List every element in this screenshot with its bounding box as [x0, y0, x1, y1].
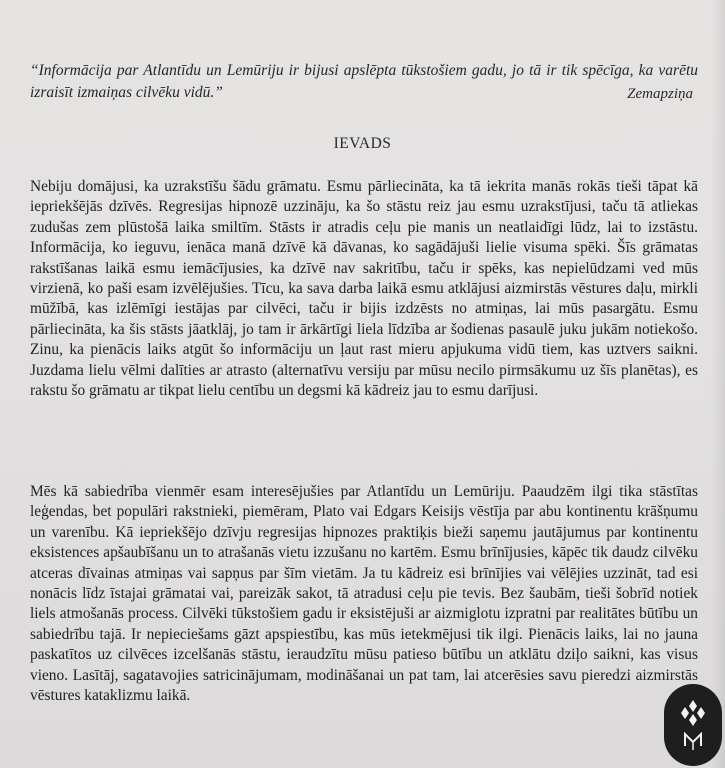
epigraph-source: Zemapziņa — [627, 86, 693, 102]
publisher-logo — [664, 684, 722, 766]
page-edge-shadow — [711, 0, 725, 768]
chapter-title: IEVADS — [333, 135, 392, 152]
epigraph-quote: “Informācija par Atlantīdu un Lemūriju ir bijusi apslēpta tūkstošiem gadu, jo tā ir tik spēcīga, ka varētu izraisīt izmaiņas cilvēku vidū.” — [30, 62, 698, 101]
paragraph-second: Mēs kā sabiedrība vienmēr esam interesējušies par Atlantīdu un Lemūriju. Paaudzēm ilgi tika stāstītas leģendas, bet populāri rakstnieki, piemēram, Plato vai Edgars Keisijs vēstīja par abu kontinentu krāšņumu un varenību. Kā iepriekšējo dzīvju regresijas hipnozes praktiķis bieži saņemu jautājumus par kontinentu eksistences apšaubīšanu un to atrašanās vietu izzušanu no kartēm. Esmu brīnījusies, kāpēc tik daudz cilvēku atceras dīvainas atmiņas vai sapņus par šīm vietām. Ja tu kādreiz esi brīnījies vai vēlējies uzzināt, tad esi nonācis līdz īstajai grāmatai vai, pareizāk sakot, tā atradusi ceļu pie tevis. Bez šaubām, tieši šobrīd notiek liels atmošanās process. Cilvēki tūkstošiem gadu ir eksistējuši ar aizmiglotu izpratni par realitātes būtību un sabiedrību tajā. Ir nepieciešams gāzt apspiestību, kas mūs ietekmējusi tik ilgi. Pienācis laiks, lai no jauna paskatītos uz cilvēces izcelšanās stāstu, ieraudzītu mūsu patieso būtību un atklātu dziļo saikni, kas visus vieno. Lasītāj, sagatavojies satricinājumam, modināšanai un pat tam, lai atcerēsies savu pieredzi aizmirstās vēstures kataklizmu laikā. — [30, 483, 698, 705]
paragraph-intro: Nebiju domājusi, ka uzrakstīšu šādu grāmatu. Esmu pārliecināta, ka tā iekrita manās rokās tieši tāpat kā iepriekšējās dzīvēs. Regresijas hipnozē uzzināju, ka šo stāstu reiz jau esmu uzrakstījusi, taču tā atliekas zudušas zem plūstošā laika smiltīm. Stāsts ir atradis ceļu pie manis un neatlaidīgi lūdz, lai to izstāstu. Informācija, ko ieguvu, ienāca manā dzīvē kā dāvanas, ko sagādājuši lielie visuma spēki. Šīs grāmatas rakstīšanas laikā esmu iemācījusies, ka dzīvē nav sakritību, taču ir spēks, kas nepielūdzami ved mūs virzienā, ko paši esam izvēlējušies. Tīcu, ka sava darba laikā esmu atklājusi aizmirstās vēstures daļu, mirkli mūžībā, kas izlēmīgi iestājas par cilvēci, taču ir bijis izdzēsts no atmiņas, lai mūs pasargātu. Esmu pārliecināta, ka šis stāsts jāatklāj, jo tam ir ārkārtīgi liela līdzība ar šodienas pasaulē juku jukām notiekošo. Zinu, ka pienācis laiks atgūt šo informāciju un ļaut rast mieru apjukuma vidū tiem, kas uztvers saikni. Juzdama lielu vēlmi dalīties ar atrasto (alternatīvu versiju par mūsu necilo pirmsākumu uz šīs planētas), es rakstu šo grāmatu ar tikpat lielu centību un degsmi kā kādreiz jau to esmu darījusi. — [30, 178, 698, 400]
diamond-emblem-icon — [673, 694, 713, 756]
